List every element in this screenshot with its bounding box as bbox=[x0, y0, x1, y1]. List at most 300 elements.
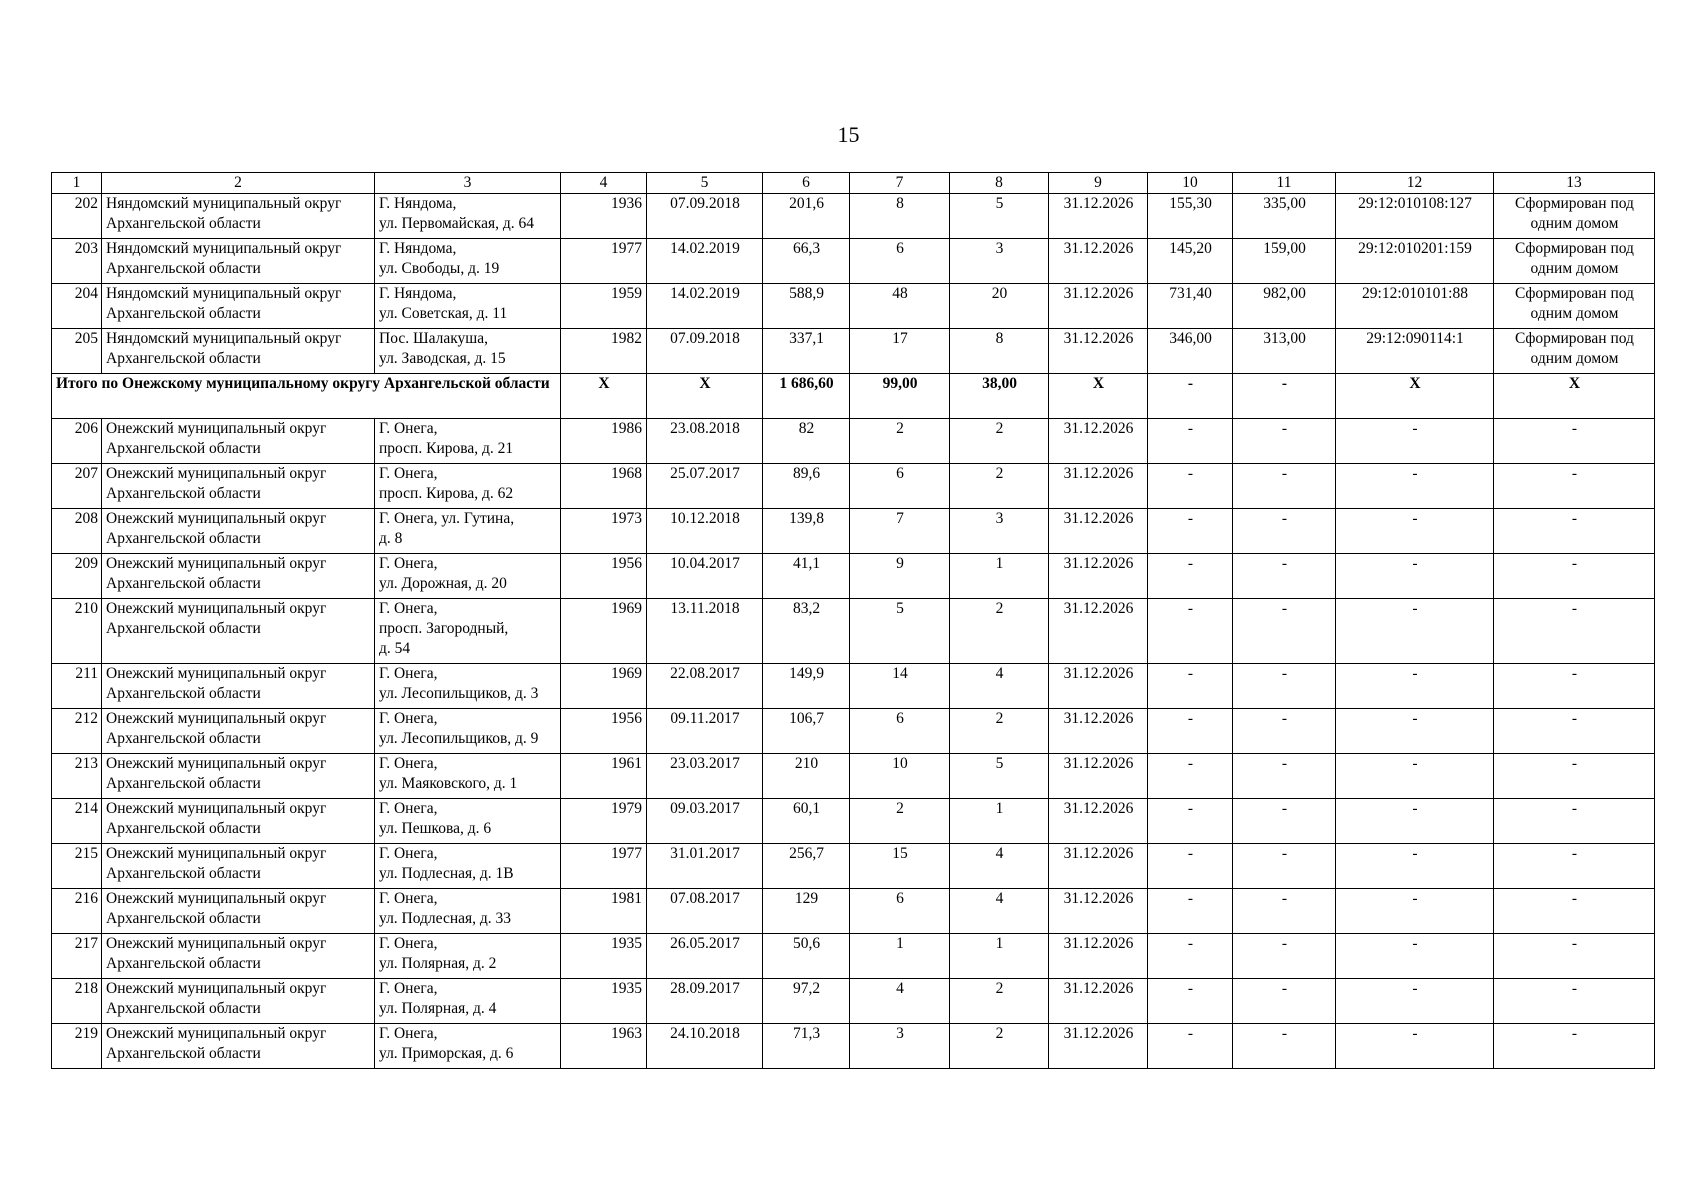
plot-area-cell: - bbox=[1233, 709, 1336, 754]
address-line: Г. Онега, bbox=[379, 555, 438, 572]
address-cell bbox=[375, 239, 561, 284]
land-area-cell: - bbox=[1148, 509, 1233, 554]
plot-area-cell: - bbox=[1233, 799, 1336, 844]
address-line: Г. Онега, bbox=[379, 465, 438, 482]
land-area-cell: 145,20 bbox=[1148, 239, 1233, 284]
residents-cell: 6 bbox=[850, 709, 950, 754]
table-row bbox=[52, 464, 1655, 509]
deadline-cell: 31.12.2026 bbox=[1049, 754, 1148, 799]
year-cell: 1959 bbox=[561, 284, 647, 329]
table-row bbox=[52, 889, 1655, 934]
municipality-cell: Онежский муниципальный округ Архангельской области bbox=[102, 599, 375, 664]
address-cell bbox=[375, 419, 561, 464]
address-line: Пос. Шалакуша, bbox=[379, 330, 488, 347]
plot-area-cell: - bbox=[1233, 599, 1336, 664]
plot-area-cell: - bbox=[1233, 754, 1336, 799]
address-line: Г. Онега, bbox=[379, 980, 438, 997]
residents-cell: 2 bbox=[850, 799, 950, 844]
address-line: ул. Полярная, д. 4 bbox=[379, 1000, 497, 1017]
address-cell bbox=[375, 599, 561, 664]
residents-cell: 14 bbox=[850, 664, 950, 709]
municipality-cell: Онежский муниципальный округ Архангельской области bbox=[102, 889, 375, 934]
plot-area-cell: - bbox=[1233, 934, 1336, 979]
plot-area-cell: - bbox=[1233, 554, 1336, 599]
column-number: 8 bbox=[950, 173, 1049, 194]
status-cell: - bbox=[1494, 844, 1655, 889]
apartments-cell: 5 bbox=[950, 754, 1049, 799]
table-row bbox=[52, 329, 1655, 374]
municipality-cell: Онежский муниципальный округ Архангельской области bbox=[102, 554, 375, 599]
date-cell: 10.12.2018 bbox=[647, 509, 763, 554]
address-cell bbox=[375, 509, 561, 554]
residents-cell: 10 bbox=[850, 754, 950, 799]
year-cell: 1982 bbox=[561, 329, 647, 374]
date-cell: 13.11.2018 bbox=[647, 599, 763, 664]
table-row bbox=[52, 509, 1655, 554]
plot-area-cell: 335,00 bbox=[1233, 194, 1336, 239]
apartments-cell: 4 bbox=[950, 889, 1049, 934]
table-row bbox=[52, 554, 1655, 599]
deadline-cell: 31.12.2026 bbox=[1049, 599, 1148, 664]
address-line: Г. Онега, bbox=[379, 800, 438, 817]
area-cell: 256,7 bbox=[763, 844, 850, 889]
status-cell: - bbox=[1494, 709, 1655, 754]
date-cell: 25.07.2017 bbox=[647, 464, 763, 509]
municipality-cell: Няндомский муниципальный округ Архангельской области bbox=[102, 329, 375, 374]
total-value: X bbox=[1049, 374, 1148, 419]
municipality-cell: Онежский муниципальный округ Архангельской области bbox=[102, 1024, 375, 1069]
cadastral-cell: - bbox=[1336, 509, 1494, 554]
date-cell: 26.05.2017 bbox=[647, 934, 763, 979]
year-cell: 1956 bbox=[561, 554, 647, 599]
cadastral-cell: 29:12:010201:159 bbox=[1336, 239, 1494, 284]
apartments-cell: 2 bbox=[950, 599, 1049, 664]
row-number: 213 bbox=[52, 754, 102, 799]
plot-area-cell: - bbox=[1233, 889, 1336, 934]
housing-table bbox=[51, 172, 1655, 1069]
apartments-cell: 20 bbox=[950, 284, 1049, 329]
plot-area-cell: - bbox=[1233, 464, 1336, 509]
column-number: 5 bbox=[647, 173, 763, 194]
year-cell: 1969 bbox=[561, 664, 647, 709]
address-line: ул. Пешкова, д. 6 bbox=[379, 820, 492, 837]
year-cell: 1935 bbox=[561, 979, 647, 1024]
area-cell: 50,6 bbox=[763, 934, 850, 979]
address-line: ул. Советская, д. 11 bbox=[379, 305, 508, 322]
address-cell bbox=[375, 844, 561, 889]
land-area-cell: - bbox=[1148, 979, 1233, 1024]
cadastral-cell: - bbox=[1336, 754, 1494, 799]
apartments-cell: 1 bbox=[950, 934, 1049, 979]
deadline-cell: 31.12.2026 bbox=[1049, 889, 1148, 934]
deadline-cell: 31.12.2026 bbox=[1049, 284, 1148, 329]
table-row bbox=[52, 419, 1655, 464]
year-cell: 1981 bbox=[561, 889, 647, 934]
total-value: - bbox=[1233, 374, 1336, 419]
address-cell bbox=[375, 464, 561, 509]
plot-area-cell: - bbox=[1233, 509, 1336, 554]
year-cell: 1936 bbox=[561, 194, 647, 239]
residents-cell: 15 bbox=[850, 844, 950, 889]
residents-cell: 3 bbox=[850, 1024, 950, 1069]
land-area-cell: - bbox=[1148, 664, 1233, 709]
cadastral-cell: - bbox=[1336, 889, 1494, 934]
table-row bbox=[52, 709, 1655, 754]
row-number: 211 bbox=[52, 664, 102, 709]
table-row bbox=[52, 194, 1655, 239]
table-row bbox=[52, 754, 1655, 799]
apartments-cell: 4 bbox=[950, 844, 1049, 889]
address-line: просп. Кирова, д. 21 bbox=[379, 440, 514, 457]
date-cell: 14.02.2019 bbox=[647, 239, 763, 284]
status-cell: - bbox=[1494, 509, 1655, 554]
land-area-cell: - bbox=[1148, 419, 1233, 464]
address-line: Г. Няндома, bbox=[379, 285, 457, 302]
deadline-cell: 31.12.2026 bbox=[1049, 709, 1148, 754]
area-cell: 210 bbox=[763, 754, 850, 799]
area-cell: 201,6 bbox=[763, 194, 850, 239]
residents-cell: 4 bbox=[850, 979, 950, 1024]
date-cell: 23.08.2018 bbox=[647, 419, 763, 464]
municipality-cell: Онежский муниципальный округ Архангельской области bbox=[102, 664, 375, 709]
row-number: 214 bbox=[52, 799, 102, 844]
column-number: 4 bbox=[561, 173, 647, 194]
residents-cell: 6 bbox=[850, 464, 950, 509]
address-line: Г. Онега, bbox=[379, 665, 438, 682]
land-area-cell: - bbox=[1148, 934, 1233, 979]
date-cell: 07.09.2018 bbox=[647, 329, 763, 374]
area-cell: 588,9 bbox=[763, 284, 850, 329]
deadline-cell: 31.12.2026 bbox=[1049, 934, 1148, 979]
residents-cell: 48 bbox=[850, 284, 950, 329]
residents-cell: 7 bbox=[850, 509, 950, 554]
apartments-cell: 5 bbox=[950, 194, 1049, 239]
area-cell: 89,6 bbox=[763, 464, 850, 509]
address-cell bbox=[375, 979, 561, 1024]
plot-area-cell: 982,00 bbox=[1233, 284, 1336, 329]
residents-cell: 5 bbox=[850, 599, 950, 664]
municipality-cell: Онежский муниципальный округ Архангельской области bbox=[102, 844, 375, 889]
table-row bbox=[52, 664, 1655, 709]
area-cell: 41,1 bbox=[763, 554, 850, 599]
row-number: 204 bbox=[52, 284, 102, 329]
address-cell bbox=[375, 1024, 561, 1069]
plot-area-cell: - bbox=[1233, 419, 1336, 464]
municipality-cell: Онежский муниципальный округ Архангельской области bbox=[102, 754, 375, 799]
deadline-cell: 31.12.2026 bbox=[1049, 419, 1148, 464]
deadline-cell: 31.12.2026 bbox=[1049, 1024, 1148, 1069]
status-cell: Сформирован под одним домом bbox=[1494, 329, 1655, 374]
address-cell bbox=[375, 554, 561, 599]
municipality-cell: Няндомский муниципальный округ Архангельской области bbox=[102, 239, 375, 284]
deadline-cell: 31.12.2026 bbox=[1049, 979, 1148, 1024]
municipality-cell: Онежский муниципальный округ Архангельской области bbox=[102, 799, 375, 844]
total-value: X bbox=[647, 374, 763, 419]
column-number: 7 bbox=[850, 173, 950, 194]
cadastral-cell: - bbox=[1336, 1024, 1494, 1069]
cadastral-cell: - bbox=[1336, 979, 1494, 1024]
plot-area-cell: - bbox=[1233, 664, 1336, 709]
residents-cell: 17 bbox=[850, 329, 950, 374]
date-cell: 07.09.2018 bbox=[647, 194, 763, 239]
cadastral-cell: 29:12:010101:88 bbox=[1336, 284, 1494, 329]
address-line: Г. Онега, bbox=[379, 890, 438, 907]
apartments-cell: 8 bbox=[950, 329, 1049, 374]
area-cell: 60,1 bbox=[763, 799, 850, 844]
total-value: - bbox=[1148, 374, 1233, 419]
land-area-cell: 155,30 bbox=[1148, 194, 1233, 239]
address-line: Г. Онега, bbox=[379, 1025, 438, 1042]
year-cell: 1969 bbox=[561, 599, 647, 664]
date-cell: 28.09.2017 bbox=[647, 979, 763, 1024]
total-value: X bbox=[561, 374, 647, 419]
date-cell: 09.11.2017 bbox=[647, 709, 763, 754]
table-body bbox=[52, 173, 1655, 1069]
apartments-cell: 3 bbox=[950, 509, 1049, 554]
address-line: ул. Подлесная, д. 1В bbox=[379, 865, 514, 882]
status-cell: - bbox=[1494, 979, 1655, 1024]
address-line: Г. Онега, ул. Гутина, bbox=[379, 510, 515, 527]
status-cell: - bbox=[1494, 934, 1655, 979]
table-row bbox=[52, 934, 1655, 979]
address-line: Г. Онега, bbox=[379, 845, 438, 862]
row-number: 205 bbox=[52, 329, 102, 374]
year-cell: 1935 bbox=[561, 934, 647, 979]
year-cell: 1963 bbox=[561, 1024, 647, 1069]
address-line: ул. Лесопильщиков, д. 3 bbox=[379, 685, 539, 702]
date-cell: 09.03.2017 bbox=[647, 799, 763, 844]
deadline-cell: 31.12.2026 bbox=[1049, 554, 1148, 599]
address-cell bbox=[375, 754, 561, 799]
total-value: 1 686,60 bbox=[763, 374, 850, 419]
land-area-cell: - bbox=[1148, 1024, 1233, 1069]
address-cell bbox=[375, 329, 561, 374]
area-cell: 149,9 bbox=[763, 664, 850, 709]
cadastral-cell: 29:12:010108:127 bbox=[1336, 194, 1494, 239]
land-area-cell: - bbox=[1148, 599, 1233, 664]
table-row bbox=[52, 1024, 1655, 1069]
apartments-cell: 2 bbox=[950, 979, 1049, 1024]
municipality-cell: Няндомский муниципальный округ Архангельской области bbox=[102, 284, 375, 329]
cadastral-cell: - bbox=[1336, 419, 1494, 464]
address-line: д. 8 bbox=[379, 530, 403, 547]
land-area-cell: - bbox=[1148, 889, 1233, 934]
address-line: Г. Няндома, bbox=[379, 240, 457, 257]
date-cell: 10.04.2017 bbox=[647, 554, 763, 599]
residents-cell: 6 bbox=[850, 889, 950, 934]
plot-area-cell: - bbox=[1233, 844, 1336, 889]
deadline-cell: 31.12.2026 bbox=[1049, 509, 1148, 554]
year-cell: 1977 bbox=[561, 844, 647, 889]
deadline-cell: 31.12.2026 bbox=[1049, 799, 1148, 844]
apartments-cell: 2 bbox=[950, 709, 1049, 754]
row-number: 209 bbox=[52, 554, 102, 599]
municipality-cell: Онежский муниципальный округ Архангельской области bbox=[102, 509, 375, 554]
municipality-cell: Онежский муниципальный округ Архангельской области bbox=[102, 464, 375, 509]
address-line: просп. Загородный, bbox=[379, 620, 509, 637]
deadline-cell: 31.12.2026 bbox=[1049, 844, 1148, 889]
year-cell: 1956 bbox=[561, 709, 647, 754]
address-line: ул. Полярная, д. 2 bbox=[379, 955, 497, 972]
row-number: 208 bbox=[52, 509, 102, 554]
table-row bbox=[52, 239, 1655, 284]
year-cell: 1961 bbox=[561, 754, 647, 799]
date-cell: 07.08.2017 bbox=[647, 889, 763, 934]
address-line: ул. Маяковского, д. 1 bbox=[379, 775, 518, 792]
column-number: 13 bbox=[1494, 173, 1655, 194]
apartments-cell: 1 bbox=[950, 554, 1049, 599]
page-number: 15 bbox=[837, 122, 860, 147]
table-row bbox=[52, 979, 1655, 1024]
land-area-cell: - bbox=[1148, 754, 1233, 799]
date-cell: 24.10.2018 bbox=[647, 1024, 763, 1069]
status-cell: - bbox=[1494, 1024, 1655, 1069]
address-line: ул. Заводская, д. 15 bbox=[379, 350, 506, 367]
area-cell: 106,7 bbox=[763, 709, 850, 754]
address-line: ул. Подлесная, д. 33 bbox=[379, 910, 512, 927]
total-value: 99,00 bbox=[850, 374, 950, 419]
status-cell: - bbox=[1494, 419, 1655, 464]
total-value: 38,00 bbox=[950, 374, 1049, 419]
row-number: 217 bbox=[52, 934, 102, 979]
address-cell bbox=[375, 889, 561, 934]
table-row bbox=[52, 799, 1655, 844]
table-row bbox=[52, 599, 1655, 664]
address-cell bbox=[375, 664, 561, 709]
residents-cell: 1 bbox=[850, 934, 950, 979]
address-line: ул. Лесопильщиков, д. 9 bbox=[379, 730, 539, 747]
status-cell: - bbox=[1494, 554, 1655, 599]
status-cell: - bbox=[1494, 799, 1655, 844]
status-cell: Сформирован под одним домом bbox=[1494, 239, 1655, 284]
year-cell: 1977 bbox=[561, 239, 647, 284]
deadline-cell: 31.12.2026 bbox=[1049, 464, 1148, 509]
column-number-row bbox=[52, 173, 1655, 194]
cadastral-cell: - bbox=[1336, 554, 1494, 599]
land-area-cell: - bbox=[1148, 709, 1233, 754]
column-number: 12 bbox=[1336, 173, 1494, 194]
area-cell: 71,3 bbox=[763, 1024, 850, 1069]
apartments-cell: 1 bbox=[950, 799, 1049, 844]
address-cell bbox=[375, 709, 561, 754]
area-cell: 139,8 bbox=[763, 509, 850, 554]
year-cell: 1968 bbox=[561, 464, 647, 509]
cadastral-cell: - bbox=[1336, 664, 1494, 709]
address-line: ул. Свободы, д. 19 bbox=[379, 260, 500, 277]
status-cell: - bbox=[1494, 889, 1655, 934]
address-line: Г. Онега, bbox=[379, 420, 438, 437]
row-number: 219 bbox=[52, 1024, 102, 1069]
cadastral-cell: - bbox=[1336, 464, 1494, 509]
row-number: 207 bbox=[52, 464, 102, 509]
area-cell: 97,2 bbox=[763, 979, 850, 1024]
address-cell bbox=[375, 934, 561, 979]
deadline-cell: 31.12.2026 bbox=[1049, 329, 1148, 374]
column-number: 1 bbox=[52, 173, 102, 194]
column-number: 6 bbox=[763, 173, 850, 194]
total-label: Итого по Онежскому муниципальному округу Архангельской области bbox=[52, 374, 561, 419]
row-number: 210 bbox=[52, 599, 102, 664]
address-line: Г. Онега, bbox=[379, 600, 438, 617]
area-cell: 66,3 bbox=[763, 239, 850, 284]
residents-cell: 2 bbox=[850, 419, 950, 464]
address-line: ул. Дорожная, д. 20 bbox=[379, 575, 507, 592]
plot-area-cell: 159,00 bbox=[1233, 239, 1336, 284]
area-cell: 83,2 bbox=[763, 599, 850, 664]
address-cell bbox=[375, 799, 561, 844]
area-cell: 129 bbox=[763, 889, 850, 934]
column-number: 2 bbox=[102, 173, 375, 194]
total-value: X bbox=[1494, 374, 1655, 419]
municipality-cell: Онежский муниципальный округ Архангельской области bbox=[102, 419, 375, 464]
address-line: д. 54 bbox=[379, 640, 411, 657]
land-area-cell: - bbox=[1148, 799, 1233, 844]
deadline-cell: 31.12.2026 bbox=[1049, 664, 1148, 709]
row-number: 206 bbox=[52, 419, 102, 464]
plot-area-cell: - bbox=[1233, 979, 1336, 1024]
year-cell: 1979 bbox=[561, 799, 647, 844]
apartments-cell: 4 bbox=[950, 664, 1049, 709]
apartments-cell: 2 bbox=[950, 419, 1049, 464]
row-number: 215 bbox=[52, 844, 102, 889]
plot-area-cell: 313,00 bbox=[1233, 329, 1336, 374]
row-number: 202 bbox=[52, 194, 102, 239]
status-cell: - bbox=[1494, 464, 1655, 509]
cadastral-cell: - bbox=[1336, 799, 1494, 844]
municipality-cell: Онежский муниципальный округ Архангельской области bbox=[102, 934, 375, 979]
land-area-cell: - bbox=[1148, 554, 1233, 599]
address-line: просп. Кирова, д. 62 bbox=[379, 485, 514, 502]
deadline-cell: 31.12.2026 bbox=[1049, 239, 1148, 284]
municipality-cell: Онежский муниципальный округ Архангельской области bbox=[102, 709, 375, 754]
column-number: 9 bbox=[1049, 173, 1148, 194]
column-number: 10 bbox=[1148, 173, 1233, 194]
status-cell: Сформирован под одним домом bbox=[1494, 194, 1655, 239]
land-area-cell: - bbox=[1148, 464, 1233, 509]
cadastral-cell: - bbox=[1336, 599, 1494, 664]
deadline-cell: 31.12.2026 bbox=[1049, 194, 1148, 239]
status-cell: - bbox=[1494, 754, 1655, 799]
cadastral-cell: - bbox=[1336, 709, 1494, 754]
address-line: ул. Первомайская, д. 64 bbox=[379, 215, 534, 232]
column-number: 11 bbox=[1233, 173, 1336, 194]
date-cell: 23.03.2017 bbox=[647, 754, 763, 799]
address-line: ул. Приморская, д. 6 bbox=[379, 1045, 514, 1062]
plot-area-cell: - bbox=[1233, 1024, 1336, 1069]
date-cell: 14.02.2019 bbox=[647, 284, 763, 329]
total-value: X bbox=[1336, 374, 1494, 419]
address-line: Г. Онега, bbox=[379, 755, 438, 772]
year-cell: 1986 bbox=[561, 419, 647, 464]
cadastral-cell: - bbox=[1336, 844, 1494, 889]
date-cell: 22.08.2017 bbox=[647, 664, 763, 709]
table-row bbox=[52, 284, 1655, 329]
residents-cell: 9 bbox=[850, 554, 950, 599]
status-cell: Сформирован под одним домом bbox=[1494, 284, 1655, 329]
apartments-cell: 2 bbox=[950, 1024, 1049, 1069]
apartments-cell: 3 bbox=[950, 239, 1049, 284]
land-area-cell: 731,40 bbox=[1148, 284, 1233, 329]
municipality-cell: Онежский муниципальный округ Архангельской области bbox=[102, 979, 375, 1024]
year-cell: 1973 bbox=[561, 509, 647, 554]
area-cell: 337,1 bbox=[763, 329, 850, 374]
land-area-cell: 346,00 bbox=[1148, 329, 1233, 374]
land-area-cell: - bbox=[1148, 844, 1233, 889]
status-cell: - bbox=[1494, 599, 1655, 664]
total-row bbox=[52, 374, 1655, 419]
table-row bbox=[52, 844, 1655, 889]
date-cell: 31.01.2017 bbox=[647, 844, 763, 889]
